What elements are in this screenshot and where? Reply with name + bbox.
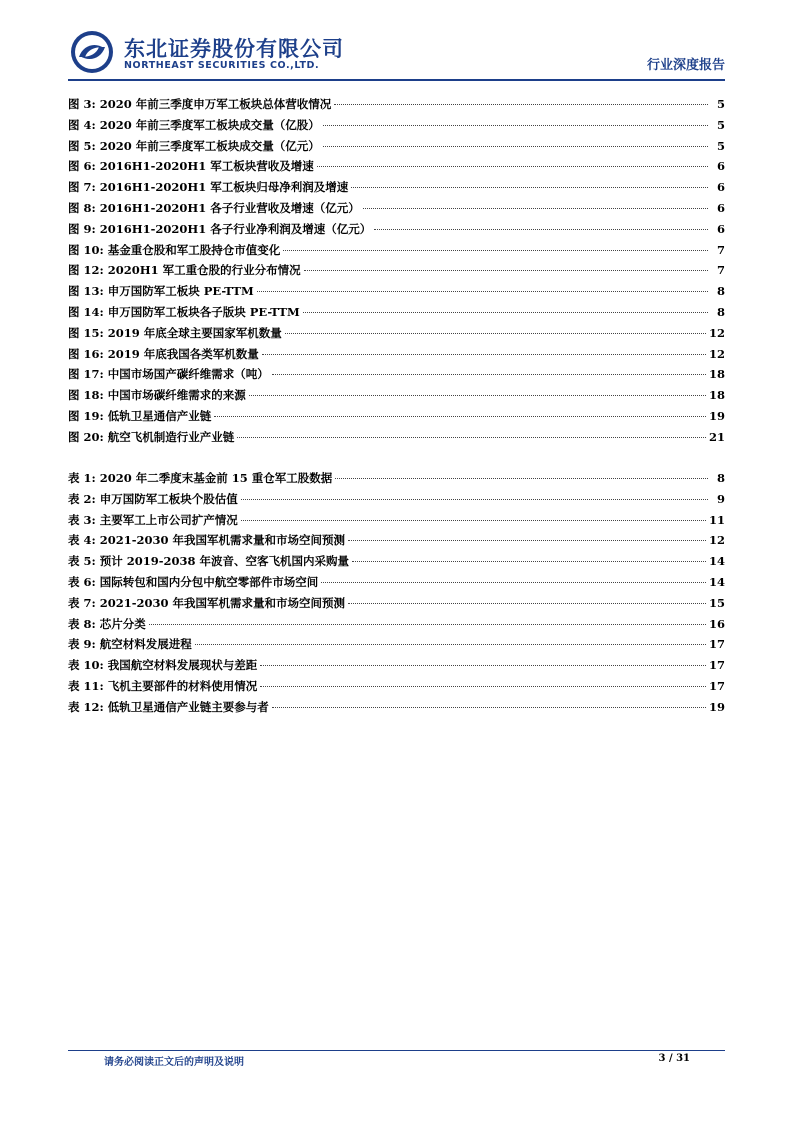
- footer-divider: [68, 1050, 725, 1051]
- dot-leader: [260, 686, 706, 687]
- toc-entry-page: 12: [708, 533, 725, 548]
- toc-entry-page: 14: [708, 554, 725, 569]
- toc-entry-page: 17: [708, 637, 725, 652]
- figure-list-item[interactable]: [68, 198, 725, 219]
- toc-entry-title: 图 16: 2019 年底我国各类军机数量: [68, 346, 259, 361]
- toc-entry-page: 6: [716, 221, 725, 236]
- toc-entry-title: 图 6: 2016H1-2020H1 军工板块营收及增速: [68, 159, 314, 174]
- toc-entry-page: 19: [708, 408, 725, 423]
- toc-entry-page: 9: [716, 491, 725, 506]
- toc-entry-page: 11: [708, 512, 725, 527]
- figure-list-item[interactable]: [68, 344, 725, 365]
- figure-list: [68, 94, 725, 448]
- toc-entry-title: 图 4: 2020 年前三季度军工板块成交量（亿股）: [68, 117, 320, 132]
- company-name-cn: 东北证券股份有限公司: [124, 37, 344, 61]
- figure-list-item[interactable]: [68, 94, 725, 115]
- toc-entry-title: 图 9: 2016H1-2020H1 各子行业净利润及增速（亿元）: [68, 221, 372, 236]
- company-logo-icon: [70, 30, 114, 74]
- toc-entry-page: 12: [708, 346, 725, 361]
- figure-list-item[interactable]: [68, 240, 725, 261]
- figure-list-item[interactable]: [68, 406, 725, 427]
- table-list-item[interactable]: [68, 530, 725, 551]
- figure-list-item[interactable]: [68, 219, 725, 240]
- figure-list-item[interactable]: [68, 281, 725, 302]
- toc-entry-title: 表 9: 航空材料发展进程: [68, 637, 192, 652]
- toc-entry-title: 表 11: 飞机主要部件的材料使用情况: [68, 678, 258, 693]
- dot-leader: [335, 478, 708, 479]
- table-list-item[interactable]: [68, 697, 725, 718]
- toc-entry-title: 表 10: 我国航空材料发展现状与差距: [68, 658, 258, 673]
- toc-entry-page: 6: [716, 180, 725, 195]
- dot-leader: [352, 561, 706, 562]
- dot-leader: [283, 250, 708, 251]
- dot-leader: [303, 312, 708, 313]
- toc-entry-page: 19: [708, 699, 725, 714]
- toc-entry-page: 5: [716, 97, 725, 111]
- figure-list-item[interactable]: [68, 364, 725, 385]
- figure-list-item[interactable]: [68, 115, 725, 136]
- dot-leader: [374, 229, 708, 230]
- toc-entry-title: 表 8: 芯片分类: [68, 616, 146, 631]
- toc-entry-page: 6: [716, 159, 725, 174]
- toc-entry-title: 图 13: 申万国防军工板块 PE-TTM: [68, 284, 254, 299]
- table-list-item[interactable]: [68, 593, 725, 614]
- toc-entry-title: 图 19: 低轨卫星通信产业链: [68, 408, 212, 423]
- toc-entry-page: 14: [708, 574, 725, 589]
- disclaimer-text: 请务必阅读正文后的声明及说明: [104, 1057, 244, 1068]
- dot-leader: [285, 333, 706, 334]
- page-header: [0, 0, 793, 80]
- toc-entry-title: 图 18: 中国市场碳纤维需求的来源: [68, 388, 246, 403]
- header-divider: [68, 79, 725, 81]
- toc-entry-page: 5: [716, 138, 725, 153]
- dot-leader: [241, 520, 706, 521]
- toc-entry-title: 图 15: 2019 年底全球主要国家军机数量: [68, 325, 282, 340]
- figure-list-item[interactable]: [68, 260, 725, 281]
- report-type: 行业深度报告: [646, 58, 725, 73]
- figure-list-item[interactable]: [68, 385, 725, 406]
- toc-entry-title: 图 7: 2016H1-2020H1 军工板块归母净利润及增速: [68, 180, 349, 195]
- toc-entry-title: 表 7: 2021-2030 年我国军机需求量和市场空间预测: [68, 595, 346, 610]
- table-list-item[interactable]: [68, 572, 725, 593]
- dot-leader: [272, 374, 706, 375]
- table-list-item[interactable]: [68, 634, 725, 655]
- toc-entry-title: 图 12: 2020H1 军工重仓股的行业分布情况: [68, 263, 301, 278]
- table-list-item[interactable]: [68, 510, 725, 531]
- toc-entry-title: 图 8: 2016H1-2020H1 各子行业营收及增速（亿元）: [68, 200, 360, 215]
- company-name-en: NORTHEAST SECURITIES CO.,LTD.: [124, 60, 320, 71]
- dot-leader: [348, 540, 706, 541]
- dot-leader: [214, 416, 706, 417]
- dot-leader: [249, 395, 706, 396]
- toc-entry-title: 图 20: 航空飞机制造行业产业链: [68, 429, 235, 444]
- dot-leader: [317, 166, 708, 167]
- figure-list-item[interactable]: [68, 177, 725, 198]
- dot-leader: [304, 270, 708, 271]
- dot-leader: [237, 437, 706, 438]
- toc-entry-page: 12: [708, 325, 725, 340]
- figure-list-item[interactable]: [68, 302, 725, 323]
- figure-list-item[interactable]: [68, 427, 725, 448]
- toc-entry-title: 图 3: 2020 年前三季度申万军工板块总体营收情况: [68, 97, 332, 111]
- toc-entry-page: 5: [716, 117, 725, 132]
- toc-entry-title: 图 10: 基金重仓股和军工股持仓市值变化: [68, 242, 281, 257]
- dot-leader: [351, 187, 708, 188]
- table-list-item[interactable]: [68, 655, 725, 676]
- dot-leader: [323, 125, 708, 126]
- toc-entry-page: 7: [716, 242, 725, 257]
- figure-list-item[interactable]: [68, 136, 725, 157]
- dot-leader: [149, 624, 706, 625]
- toc-entry-page: 16: [708, 616, 725, 631]
- toc-entry-page: 18: [708, 367, 725, 382]
- table-list-item[interactable]: [68, 468, 725, 489]
- toc-entry-title: 表 4: 2021-2030 年我国军机需求量和市场空间预测: [68, 533, 346, 548]
- toc-entry-page: 8: [716, 471, 725, 485]
- dot-leader: [257, 291, 708, 292]
- table-list-item[interactable]: [68, 551, 725, 572]
- dot-leader: [260, 665, 706, 666]
- toc-entry-page: 7: [716, 263, 725, 278]
- table-list: [68, 468, 725, 718]
- dot-leader: [348, 603, 706, 604]
- toc-entry-title: 表 5: 预计 2019-2038 年波音、空客飞机国内采购量: [68, 554, 350, 569]
- table-list-item[interactable]: [68, 676, 725, 697]
- figure-list-item[interactable]: [68, 323, 725, 344]
- toc-entry-page: 17: [708, 658, 725, 673]
- table-list-item[interactable]: [68, 489, 725, 510]
- table-list-item[interactable]: [68, 614, 725, 635]
- toc-entry-page: 21: [708, 429, 725, 444]
- toc-entry-title: 图 5: 2020 年前三季度军工板块成交量（亿元）: [68, 138, 320, 153]
- toc-entry-page: 8: [716, 304, 725, 319]
- dot-leader: [241, 499, 708, 500]
- toc-entry-page: 18: [708, 388, 725, 403]
- toc-entry-page: 15: [708, 595, 725, 610]
- toc-entry-title: 表 1: 2020 年二季度末基金前 15 重仓军工股数据: [68, 471, 333, 485]
- toc-entry-title: 图 14: 申万国防军工板块各子版块 PE-TTM: [68, 304, 300, 319]
- dot-leader: [272, 707, 706, 708]
- page-number: 3 / 31: [658, 1053, 690, 1064]
- toc-entry-page: 8: [716, 284, 725, 299]
- figure-list-item[interactable]: [68, 156, 725, 177]
- toc-entry-title: 表 12: 低轨卫星通信产业链主要参与者: [68, 699, 269, 714]
- toc-entry-title: 表 6: 国际转包和国内分包中航空零部件市场空间: [68, 574, 319, 589]
- toc-entry-page: 6: [716, 200, 725, 215]
- dot-leader: [334, 104, 708, 105]
- toc-entry-title: 表 3: 主要军工上市公司扩产情况: [68, 512, 238, 527]
- toc-entry-page: 17: [708, 678, 725, 693]
- dot-leader: [323, 146, 708, 147]
- dot-leader: [262, 354, 706, 355]
- toc-entry-title: 表 2: 申万国防军工板块个股估值: [68, 491, 238, 506]
- dot-leader: [321, 582, 706, 583]
- dot-leader: [195, 644, 706, 645]
- toc-entry-title: 图 17: 中国市场国产碳纤维需求（吨）: [68, 367, 269, 382]
- dot-leader: [363, 208, 708, 209]
